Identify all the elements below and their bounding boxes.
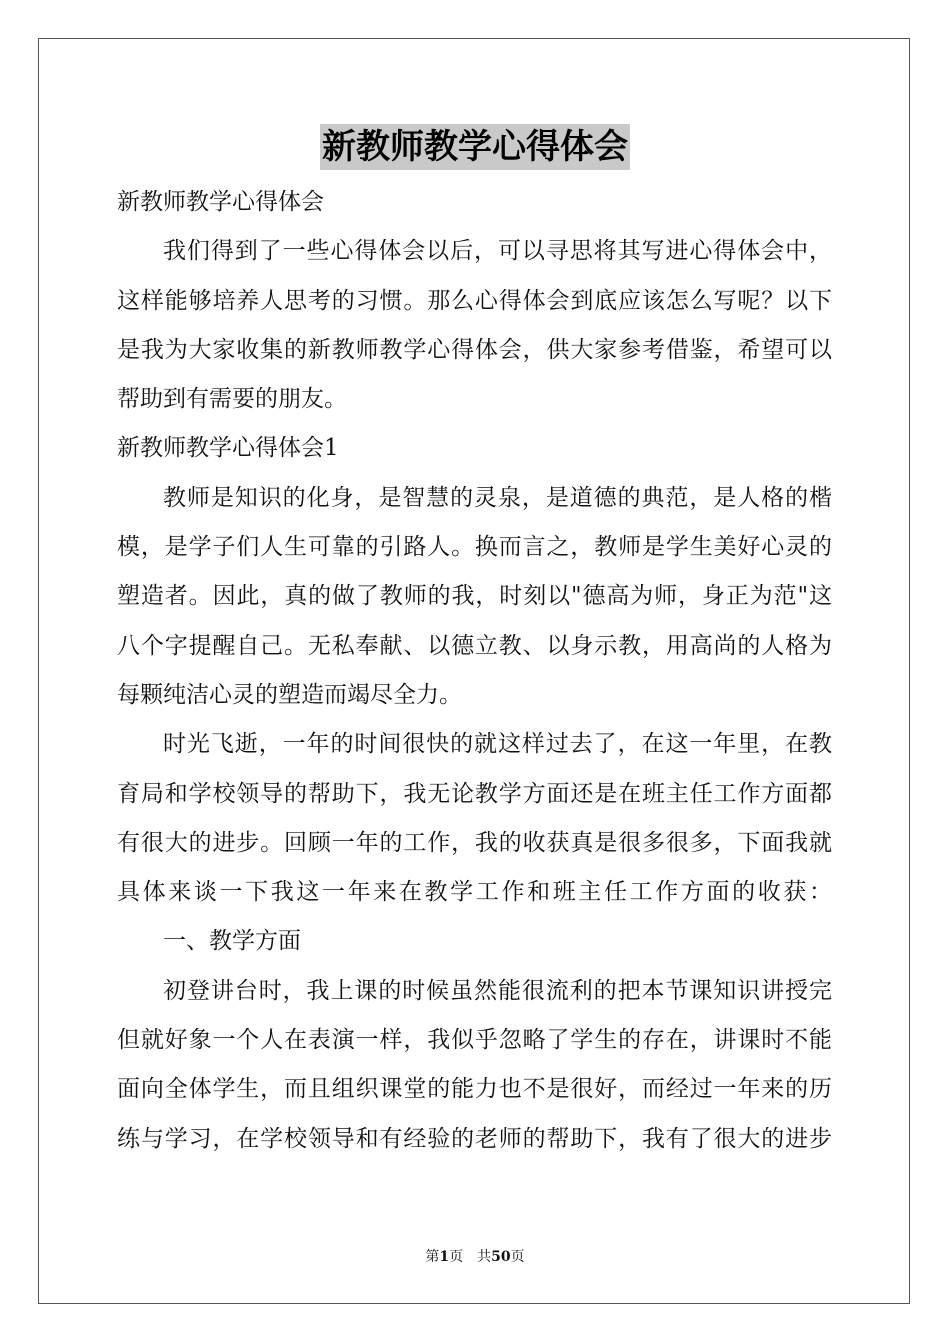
footer-prefix: 第 [425,1249,440,1265]
document-body [117,178,832,1164]
paragraph-line: 练与学习，在学校领导和有经验的老师的帮助下，我有了很大的进步 [117,1125,832,1152]
paragraph-line: 具体来谈一下我这一年来在教学工作和班主任工作方面的收获： [117,879,832,906]
paragraph-line: 我们得到了一些心得体会以后，可以寻思将其写进心得体会中， [163,238,832,265]
footer-suffix: 页 [510,1249,525,1265]
paragraph-line: 这样能够培养人思考的习惯。那么心得体会到底应该怎么写呢？以下 [117,287,832,314]
paragraph-line: 塑造者。因此，真的做了教师的我，时刻以"德高为师，身正为范"这 [117,583,832,610]
footer-mid: 页 共 [449,1249,492,1265]
total-pages-number: 50 [491,1249,511,1265]
paragraph-line: 八个字提醒自己。无私奉献、以德立教、以身示教，用高尚的人格为 [117,632,832,659]
document-subtitle: 新教师教学心得体会 [117,189,324,215]
paragraph-line: 有很大的进步。回顾一年的工作，我的收获真是很多很多，下面我就 [117,829,832,856]
paragraph-line: 教师是知识的化身，是智慧的灵泉，是道德的典范，是人格的楷 [163,484,832,511]
sub-heading: 一、教学方面 [163,928,301,955]
paragraph-line: 每颗纯洁心灵的塑造而竭尽全力。 [117,681,462,708]
section1-paragraph-2 [117,720,832,917]
paragraph-line: 面向全体学生，而且组织课堂的能力也不是很好，而经过一年来的历 [117,1076,832,1103]
document-title: 新教师教学心得体会 [320,124,630,170]
paragraph-line: 育局和学校领导的帮助下，我无论教学方面还是在班主任工作方面都 [117,780,832,807]
section-heading: 新教师教学心得体会1 [117,435,339,462]
section1-paragraph-1 [117,474,832,720]
paragraph-line: 但就好象一个人在表演一样，我似乎忽略了学生的存在，讲课时不能 [117,1027,832,1054]
intro-paragraph [117,227,832,424]
current-page-number: 1 [439,1249,450,1265]
paragraph-line: 帮助到有需要的朋友。 [117,386,347,413]
page-footer [0,1246,950,1266]
paragraph-line: 是我为大家收集的新教师教学心得体会，供大家参考借鉴，希望可以 [117,336,832,363]
paragraph-line: 初登讲台时，我上课的时候虽然能很流利的把本节课知识讲授完 [163,977,832,1004]
paragraph-line: 时光飞逝，一年的时间很快的就这样过去了，在这一年里，在教 [163,731,832,758]
paragraph-line: 模，是学子们人生可靠的引路人。换而言之，教师是学生美好心灵的 [117,534,832,561]
teaching-paragraph [117,967,832,1164]
title-container [0,124,950,170]
